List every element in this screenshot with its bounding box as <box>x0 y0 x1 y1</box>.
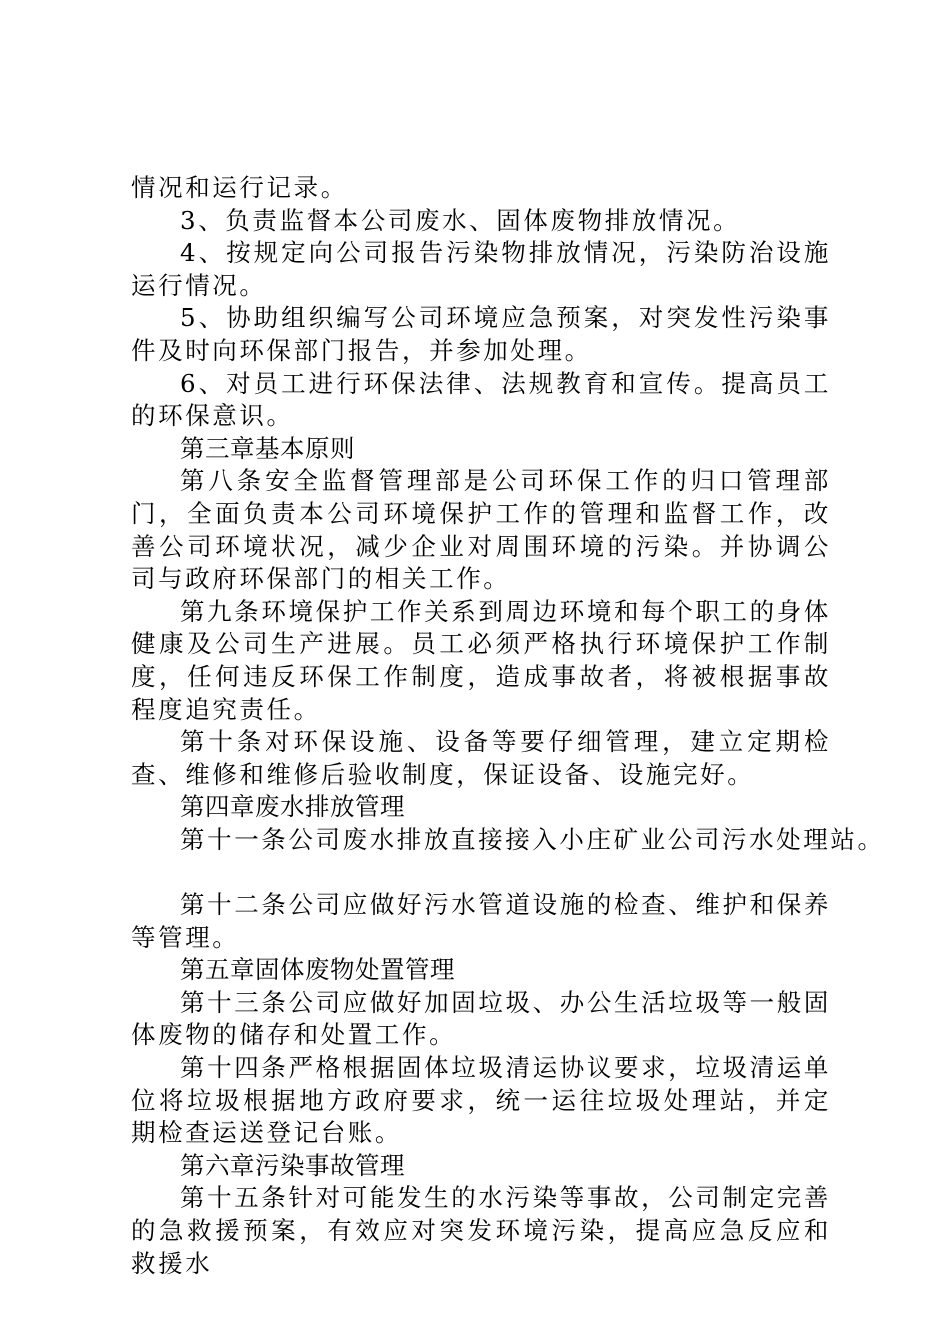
blank-line <box>131 856 831 889</box>
list-item-3: 3、负责监督本公司废水、固体废物排放情况。 <box>180 205 741 235</box>
article-12: 第十二条公司应做好污水管道设施的检查、维护和保养等管理。 <box>131 890 831 952</box>
chapter-heading-6: 第六章污染事故管理 <box>180 1150 405 1180</box>
article-11: 第十一条公司废水排放直接接入小庄矿业公司污水处理站。 <box>180 824 885 854</box>
list-item-5: 5、协助组织编写公司环境应急预案，对突发性污染事件及时向环保部门报告，并参加处理。 <box>131 303 831 365</box>
chapter-heading-4: 第四章废水排放管理 <box>180 792 405 822</box>
list-item-4: 4、按规定向公司报告污染物排放情况，污染防治设施运行情况。 <box>131 238 831 300</box>
article-8: 第八条安全监督管理部是公司环保工作的归口管理部门，全面负责本公司环境保护工作的管理和监督工作，改善公司环境状况，减少企业对周围环境的污染。并协调公司与政府环保部门的相关工作。 <box>131 466 831 594</box>
paragraph-continuation: 情况和运行记录。 <box>131 173 348 202</box>
document-body <box>131 172 885 1280</box>
article-13: 第十三条公司应做好加固垃圾、办公生活垃圾等一般固体废物的储存和处置工作。 <box>131 987 831 1050</box>
article-10: 第十条对环保设施、设备等要仔细管理，建立定期检查、维修和维修后验收制度，保证设备、设施完好。 <box>131 727 831 789</box>
article-15: 第十五条针对可能发生的水污染等事故，公司制定完善的急救援预案，有效应对突发环境污染，提高应急反应和救援水 <box>131 1183 831 1278</box>
chapter-heading-3: 第三章基本原则 <box>180 433 355 463</box>
article-14: 第十四条严格根据固体垃圾清运协议要求，垃圾清运单位将垃圾根据地方政府要求，统一运往垃圾处理站，并定期检查运送登记台账。 <box>131 1053 831 1148</box>
list-item-6: 6、对员工进行环保法律、法规教育和宣传。提高员工的环保意识。 <box>131 368 831 431</box>
chapter-heading-5: 第五章固体废物处置管理 <box>180 955 455 985</box>
article-9: 第九条环境保护工作关系到周边环境和每个职工的身体健康及公司生产进展。员工必须严格执行环境保护工作制度，任何违反环保工作制度，造成事故者，将被根据事故程度追究责任。 <box>131 596 831 724</box>
